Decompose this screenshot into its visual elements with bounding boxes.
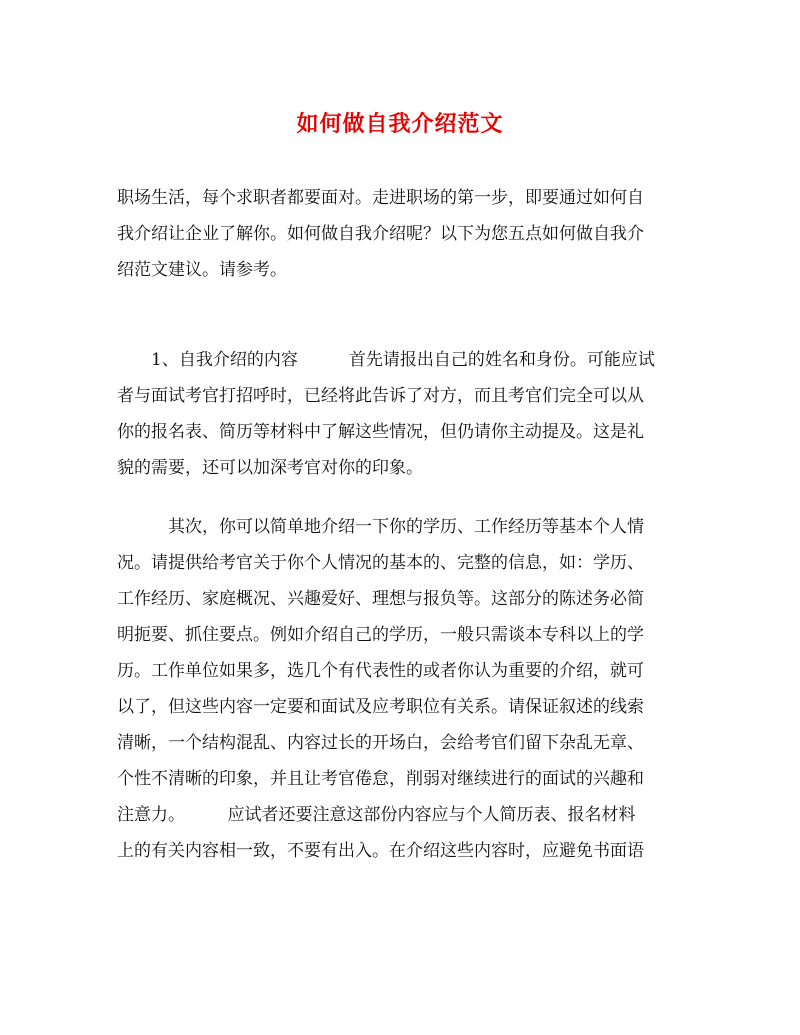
section-1-paragraph [117, 342, 687, 486]
paragraph-line: 绍范文建议。请参考。 [117, 260, 287, 280]
paragraph-line: 注意力。 应试者还要注意这部份内容应与个人简历表、报名材料 [117, 805, 636, 825]
paragraph-line: 上的有关内容相一致，不要有出入。在介绍这些内容时，应避免书面语 [117, 841, 644, 861]
paragraph-line: 明扼要、抓住要点。例如介绍自己的学历，一般只需谈本专科以上的学 [117, 625, 644, 645]
paragraph-line: 我介绍让企业了解你。如何做自我介绍呢？以下为您五点如何做自我介 [117, 224, 644, 244]
paragraph-line: 其次，你可以简单地介绍一下你的学历、工作经历等基本个人情 [117, 517, 644, 537]
paragraph-line: 貌的需要，还可以加深考官对你的印象。 [117, 458, 423, 478]
page-title: 如何做自我介绍范文 [296, 111, 504, 137]
paragraph-line: 你的报名表、简历等材料中了解这些情况，但仍请你主动提及。这是礼 [117, 422, 644, 442]
paragraph-line: 者与面试考官打招呼时，已经将此告诉了对方，而且考官们完全可以从 [117, 386, 644, 406]
paragraph-line: 个性不清晰的印象，并且让考官倦怠，削弱对继续进行的面试的兴趣和 [117, 769, 644, 789]
paragraph-line: 以了，但这些内容一定要和面试及应考职位有关系。请保证叙述的线索 [117, 697, 644, 717]
second-paragraph [117, 509, 687, 869]
paragraph-line: 工作经历、家庭概况、兴趣爱好、理想与报负等。这部分的陈述务必简 [117, 589, 644, 609]
paragraph-line: 历。工作单位如果多，选几个有代表性的或者你认为重要的介绍，就可 [117, 661, 644, 681]
paragraph-line: 况。请提供给考官关于你个人情况的基本的、完整的信息，如：学历、 [117, 553, 644, 573]
intro-paragraph [117, 180, 687, 288]
paragraph-line: 清晰，一个结构混乱、内容过长的开场白，会给考官们留下杂乱无章、 [117, 733, 644, 753]
paragraph-line: 1、自我介绍的内容 首先请报出自己的姓名和身份。可能应试 [117, 350, 655, 370]
paragraph-line: 职场生活，每个求职者都要面对。走进职场的第一步，即要通过如何自 [117, 188, 644, 208]
